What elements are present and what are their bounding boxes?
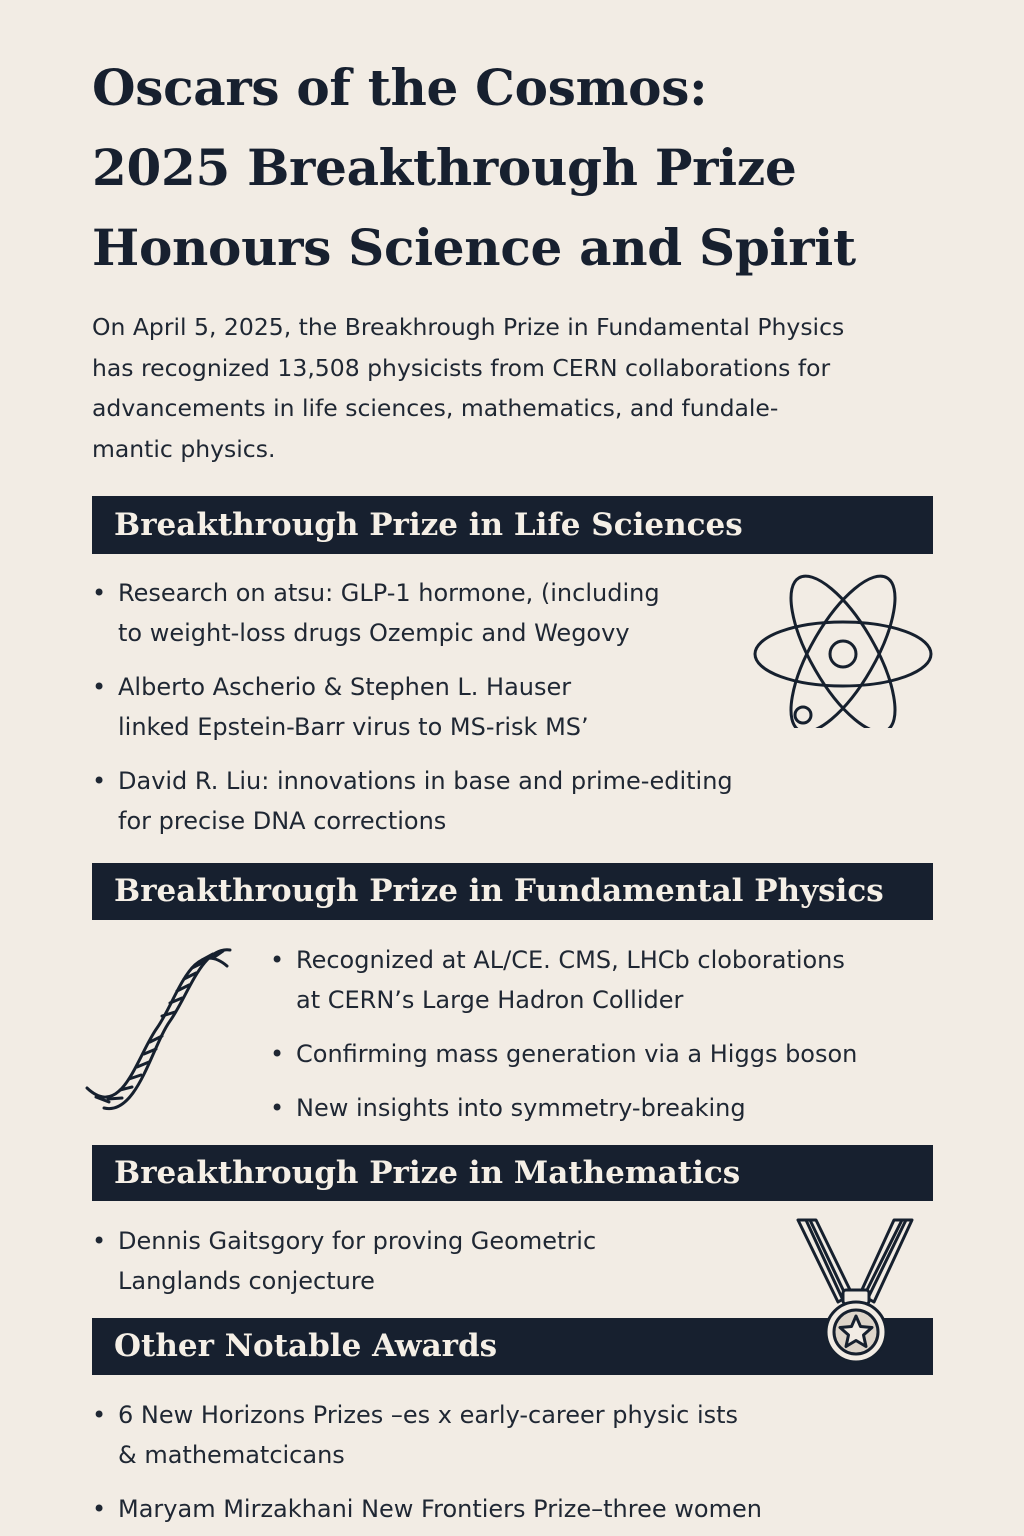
list-item: • 6 New Horizons Prizes –es x early-career physic ists & mathematcicans bbox=[92, 1401, 739, 1469]
mathematics-list bbox=[92, 1221, 752, 1301]
dna-helix-icon bbox=[82, 936, 232, 1121]
intro-paragraph bbox=[92, 307, 972, 469]
page-title bbox=[92, 48, 972, 288]
list-item: • New insights into symmetry-breaking bbox=[270, 1094, 746, 1122]
list-item: • Dennis Gaitsgory for proving Geometric Langlands conjecture bbox=[92, 1227, 597, 1295]
list-item: • Maryam Mirzakhani New Frontiers Prize–three women bbox=[92, 1495, 762, 1523]
intro-line: mantic physics. bbox=[92, 434, 276, 463]
list-item: • Confirming mass generation via a Higgs boson bbox=[270, 1040, 858, 1068]
title-line: Honours Science and Spirit bbox=[92, 218, 856, 277]
intro-line: On April 5, 2025, the Breakhrough Prize in Fundamental Physics bbox=[92, 313, 845, 341]
fundamental-physics-list bbox=[270, 940, 950, 1128]
medal-icon bbox=[794, 1214, 918, 1364]
intro-line: has recognized 13,508 physicists from CERN collaborations for bbox=[92, 353, 831, 382]
life-sciences-list bbox=[92, 573, 752, 841]
list-item: • Recognized at AL/CE. CMS, LHCb cloborations at CERN’s Large Hadron Collider bbox=[270, 946, 845, 1014]
list-item: • Alberto Ascherio & Stephen L. Hauser linked Epstein-Barr virus to MS-risk MS’ bbox=[92, 673, 589, 741]
section-heading-other-awards: Other Notable Awards bbox=[92, 1318, 933, 1375]
list-item: • Research on atsu: GLP-1 hormone, (including to weight-loss drugs Ozempic and Wegovy bbox=[92, 579, 660, 647]
section-heading-life-sciences: Breakthrough Prize in Life Sciences bbox=[92, 496, 933, 554]
intro-line: advancements in life sciences, mathematics, and fundale- bbox=[92, 394, 779, 422]
section-heading-fundamental-physics: Breakthrough Prize in Fundamental Physics bbox=[92, 863, 933, 920]
title-line: 2025 Breakthrough Prize bbox=[92, 138, 797, 197]
section-heading-mathematics: Breakthrough Prize in Mathematics bbox=[92, 1145, 933, 1201]
atom-icon bbox=[752, 572, 934, 728]
other-awards-list bbox=[92, 1395, 952, 1529]
title-line: Oscars of the Cosmos: bbox=[92, 58, 708, 117]
list-item: • David R. Liu: innovations in base and prime-editing for precise DNA corrections bbox=[92, 767, 733, 835]
